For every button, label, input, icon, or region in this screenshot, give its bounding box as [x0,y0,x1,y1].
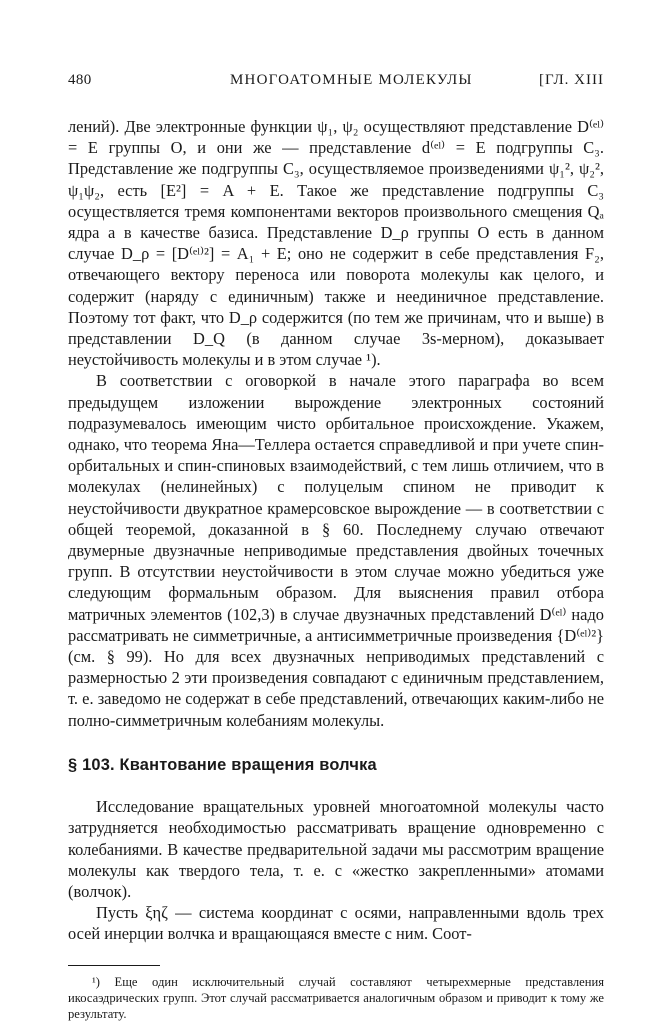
footnote-divider [68,965,160,966]
running-header [68,72,604,94]
chapter-label: [ГЛ. XIII [538,72,604,88]
main-text [68,116,604,945]
footnote: ¹) Еще один исключительный случай составляют четырехмерные представления икосаэдрических групп. Этот случай рассматривается аналогичным образом и приводит к тому же результату. [68,974,604,1022]
running-title: МНОГОАТОМНЫЕ МОЛЕКУЛЫ [230,72,473,88]
book-page [68,72,604,1023]
paragraph: Исследование вращательных уровней многоатомной молекулы часто затрудняется необходимостью рассматривать вращение одновременно с колебаниями. В качестве предварительной задачи мы рассмотрим вращение молекулы как твердого тела, т. е. с «жестко закрепленными» атомами (волчок). [68,797,604,901]
paragraph: Пусть ξηζ — система координат с осями, направленными вдоль трех осей инерции волчка и вращающаяся вместе с ним. Соот- [68,903,604,944]
paragraph: В соответствии с оговоркой в начале этого параграфа во всем предыдущем изложении вырождение электронных состояний подразумевалось имеющим чисто орбитальное происхождение. Укажем, однако, что теорема Яна—Теллера остается справедливой и при учете спин-орбитальных и спин-спиновых взаимодействий, с тем лишь отличием, что в молекулах (нелинейных) с полуцелым спином не приводит к неустойчивости двукратное крамерсовское вырождение — в соответствии с общей теоремой, доказанной в § 60. Последнему случаю отвечают двумерные двузначные неприводимые представления двойных точечных групп. В отсутствии неустойчивости в этом случае можно убедиться уже следующим формальным образом. Для выяснения правил отбора матричных элементов (102,3) в случае двузначных представлений D⁽ᵉˡ⁾ надо рассматривать не симметричные, а антисимметричные произведения {D⁽ᵉˡ⁾²} (см. § 99). Но для всех двузначных неприводимых представлений с размерностью 2 эти произведения совпадают с единичным представлением, т. е. заведомо не содержат в себе представлений, отвечающих каким-либо не полно-симметричным колебаниям молекулы. [68,371,604,730]
page-number: 480 [68,72,92,88]
section-heading: § 103. Квантование вращения волчка [68,755,377,774]
paragraph: лений). Две электронные функции ψ₁, ψ₂ осуществляют представление D⁽ᵉˡ⁾ = E группы O, и они же — представление d⁽ᵉˡ⁾ = E подгруппы C₃. Представление же подгруппы C₃, осуществляемое произведениями ψ₁², ψ₂², ψ₁ψ₂, есть [E²] = A + E. Такое же представление подгруппы C₃ осуществляется тремя компонентами векторов произвольного смещения Qₐ ядра a в качестве базиса. Представление D_ρ группы O есть в данном случае D_ρ = [D⁽ᵉˡ⁾²] = A₁ + E; оно не содержит в себе представления F₂, отвечающего вектору переноса или поворота молекулы как целого, и содержит (наряду с единичным) также и неединичное представление. Поэтому тот факт, что D_ρ содержится (по тем же причинам, что и выше) в представлении D_Q (в данном случае 3s-мерном), доказывает неустойчивость молекулы и в этом случае ¹). [68,117,604,370]
